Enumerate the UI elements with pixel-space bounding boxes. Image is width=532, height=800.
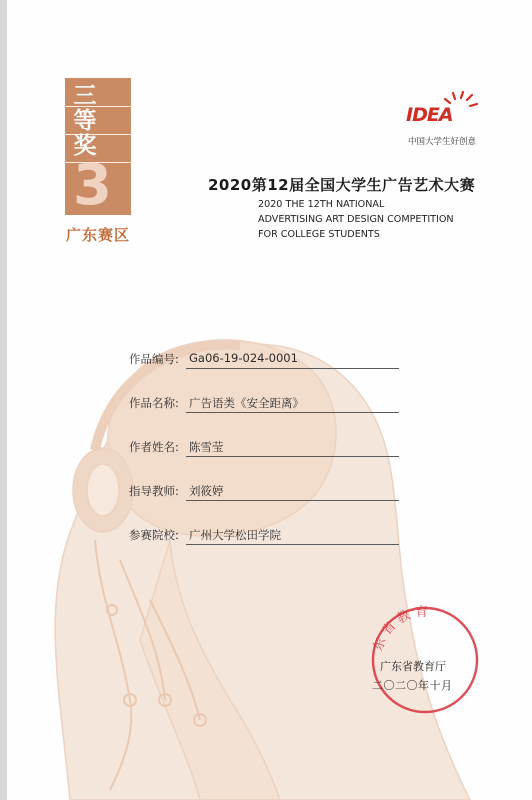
field-entry-title	[96, 391, 416, 415]
competition-title-en	[258, 197, 478, 242]
field-label: 参赛院校:	[129, 528, 179, 542]
issue-date: 二〇二〇年十月	[372, 679, 453, 692]
field-label: 作品编号:	[129, 352, 179, 366]
underline	[186, 456, 399, 457]
idea-logo	[406, 96, 486, 152]
field-author	[96, 435, 416, 459]
competition-title-cn: 2020第12届全国大学生广告艺术大赛	[208, 176, 476, 194]
award-number: 3	[73, 153, 112, 218]
field-value: Ga06-19-024-0001	[189, 351, 298, 365]
title-en-line: 2020 THE 12TH NATIONAL	[258, 199, 385, 210]
field-label: 作品名称:	[129, 396, 179, 410]
issuer-name: 广东省教育厅	[380, 660, 446, 673]
title-en-line: ADVERTISING ART DESIGN COMPETITION	[258, 214, 454, 225]
field-value: 陈雪莹	[189, 440, 224, 454]
field-value: 广告语类《安全距离》	[189, 396, 304, 410]
field-value: 广州大学松田学院	[189, 528, 281, 542]
field-label: 作者姓名:	[129, 440, 179, 454]
field-advisor	[96, 479, 416, 503]
seal-text	[371, 604, 429, 654]
field-entry-number	[96, 347, 416, 371]
award-rank-text: 三等奖	[73, 83, 97, 159]
underline	[186, 544, 399, 545]
award-ribbon	[65, 78, 131, 218]
region-label: 广东赛区	[66, 226, 131, 244]
underline	[186, 368, 399, 369]
field-school	[96, 523, 416, 547]
logo-subtitle: 中国大学生好创意	[408, 137, 477, 147]
field-value: 刘筱婷	[189, 484, 224, 498]
underline	[186, 412, 399, 413]
field-label: 指导教师:	[129, 484, 179, 498]
logo-wordmark: IDEA	[406, 104, 453, 126]
seal-text-path: 东 省 教 育	[370, 604, 429, 654]
underline	[186, 500, 399, 501]
title-en-line: FOR COLLEGE STUDENTS	[258, 229, 380, 240]
